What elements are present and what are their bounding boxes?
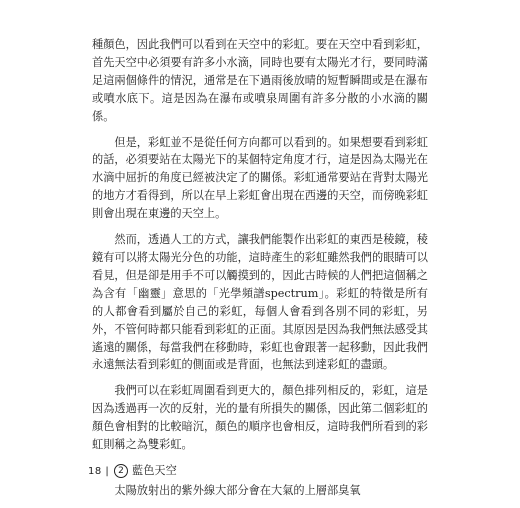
section-title: 藍色天空 [132, 463, 177, 477]
paragraph-4: 我們可以在彩虹周圍看到更大的，顏色排列相反的，彩虹，這是因為透過再一次的反射，光的量有所損失的關係，因此第二個彩虹的顏色會相對的比較暗沉，顏色的順序也會相反，這時我們所看到的彩虹則稱之為雙彩虹。 [92, 384, 428, 452]
page-number: 18 | [88, 466, 110, 477]
paragraph-2: 但是，彩虹並不是從任何方向都可以看到的。如果想要看到彩虹的話，必須要站在太陽光下的某個特定角度才行，這是因為太陽光在水滴中屈折的角度已經被決定了的關係。彩虹通常要站在背對太陽光的地方才看得到，所以在早上彩虹會出現在西邊的天空，而傍晚彩虹則會出現在東邊的天空上。 [92, 135, 428, 221]
section-heading [92, 462, 428, 480]
body-text [92, 36, 428, 508]
paragraph-5: 太陽放射出的紫外線大部分會在大氣的上層部臭氧 [114, 483, 361, 497]
paragraph-1: 種顏色，因此我們可以看到在天空中的彩虹。要在天空中看到彩虹，首先天空中必須要有許多小水滴，同時也要有太陽光才行，要同時滿足這兩個條件的情況，通常是在下過雨後放晴的短暫瞬間或是在瀑布或噴水底下。這是因為在瀑布或噴泉周圍有許多分散的小水滴的關係。 [92, 38, 428, 123]
paragraph-3: 然而，透過人工的方式，讓我們能製作出彩虹的東西是稜鏡，稜鏡有可以將太陽光分色的功能，這時產生的彩虹雖然我們的眼睛可以看見，但是卻是用手不可以觸摸到的，因此古時候的人們把這個稱之為含有「幽靈」意思的「光學頻譜spectrum」。彩虹的特徵是所有的人都會看到屬於自己的彩虹，每個人會看到各別不同的彩虹，另外，不管何時都只能看到彩虹的正面。其原因是因為我們無法感受其遙遠的關係，每當我們在移動時，彩虹也會跟著一起移動，因此我們永遠無法看到彩虹的側面或是背面，也無法到達彩虹的盡頭。 [92, 233, 428, 372]
section-number: 2 [114, 464, 128, 478]
